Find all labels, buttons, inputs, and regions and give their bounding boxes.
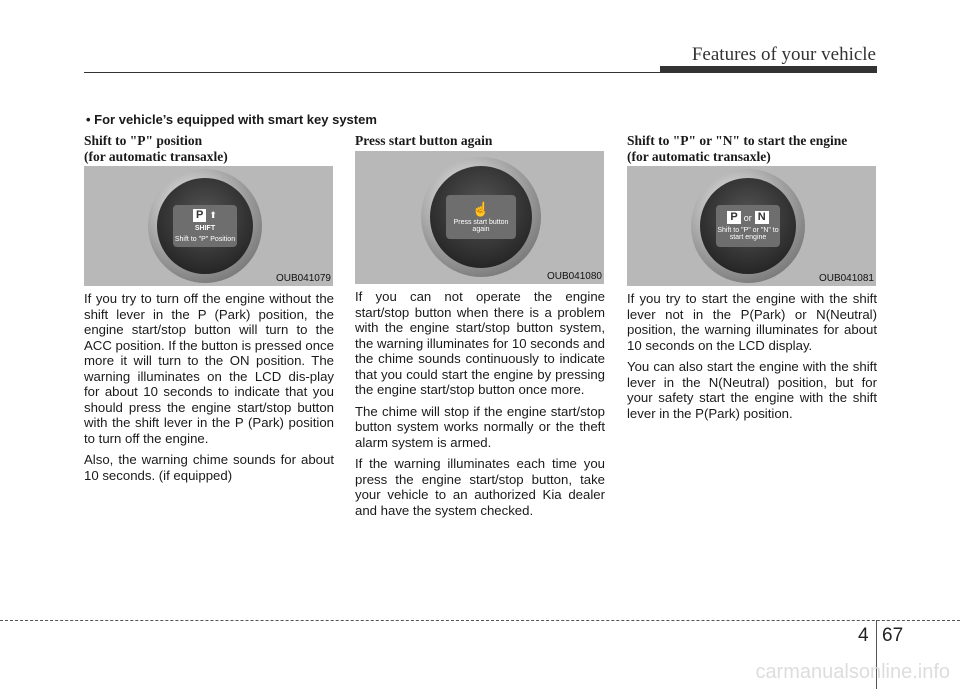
cluster-gauge: [691, 169, 805, 283]
column-shift-p-or-n: [627, 133, 877, 421]
figure-lcd-shift-p-or-n: [627, 166, 876, 286]
lcd-message: Press start button again: [453, 218, 509, 233]
cluster-gauge: [421, 157, 541, 277]
p-key-icon: P: [193, 209, 206, 222]
up-arrow-icon: ⬆: [209, 210, 217, 220]
n-key-icon: N: [755, 211, 769, 224]
gauge-face: [430, 166, 532, 268]
lcd-message: Shift to "P" Position: [174, 236, 236, 243]
lcd-message: Shift to "P" or "N" to start engine: [717, 227, 779, 241]
body-paragraph: Also, the warning chime sounds for about 10 seconds. (if equipped): [84, 452, 334, 483]
column-shift-to-p: [84, 133, 334, 483]
section-heading-line: (for automatic transaxle): [627, 149, 771, 164]
lcd-display: [716, 205, 780, 247]
cluster-gauge: [148, 169, 262, 283]
or-label: or: [743, 212, 752, 223]
shift-icon: [193, 209, 217, 222]
section-heading: [84, 133, 334, 166]
column-press-start-again: [355, 133, 605, 518]
footer-rule: [0, 620, 960, 621]
section-heading-line: (for automatic transaxle): [84, 149, 228, 164]
page-header-title: Features of your vehicle: [691, 44, 876, 65]
watermark: carmanualsonline.info: [755, 661, 950, 683]
section-heading: [627, 133, 877, 166]
body-paragraph: The chime will stop if the engine start/stop button system works normally or the theft alarm system is armed.: [355, 403, 605, 450]
figure-lcd-press-start: [355, 151, 604, 284]
section-heading-line: Press start button again: [355, 133, 493, 148]
body-paragraph: If you try to start the engine with the shift lever not in the P(Park) or N(Neutral) position, the warning illuminates for about 10 seconds on the LCD display.: [627, 291, 877, 353]
figure-code: OUB041079: [275, 273, 331, 284]
header-rule: [84, 72, 877, 73]
body-paragraph: You can also start the engine with the shift lever in the N(Neutral) position, but for your safety start the engine with the shift lever in the P(Park) position.: [627, 359, 877, 421]
intro-note: • For vehicle’s equipped with smart key system: [86, 112, 377, 127]
gauge-face: [157, 178, 253, 274]
figure-code: OUB041080: [546, 271, 602, 282]
body-paragraph: If you can not operate the engine start/stop button when there is a problem with the engine start/stop button system, the warning illuminates for 10 seconds and the chime sounds continuously to indicate that you could start the engine by pressing the engine start/stop button once more.: [355, 289, 605, 397]
p-or-n-keys: [727, 211, 768, 224]
lcd-shift-word: SHIFT: [194, 225, 216, 232]
body-paragraph: If you try to turn off the engine without the shift lever in the P (Park) position, the engine start/stop button will turn to the ACC position. If the button is pressed once more it will turn to the ON position. The warning illuminates on the LCD dis-play for about 10 seconds to indicate that you should press the engine start/stop button with the shift lever in the P (Park) position to turn off the engine.: [84, 291, 334, 446]
gauge-face: [700, 178, 796, 274]
finger-press-icon: ☝: [472, 200, 490, 217]
figure-code: OUB041081: [818, 273, 874, 284]
chapter-number: 4: [858, 625, 869, 646]
lcd-display: [173, 205, 237, 247]
figure-lcd-shift-to-p: [84, 166, 333, 286]
lcd-display: [446, 195, 516, 240]
section-heading: [355, 133, 605, 151]
section-heading-line: Shift to "P" position: [84, 133, 203, 148]
p-key-icon: P: [727, 211, 740, 224]
body-paragraph: If the warning illuminates each time you press the engine start/stop button, take your vehicle to an authorized Kia dealer and have the system checked.: [355, 456, 605, 518]
page-number: 67: [882, 625, 904, 646]
section-heading-line: Shift to "P" or "N" to start the engine: [627, 133, 848, 148]
